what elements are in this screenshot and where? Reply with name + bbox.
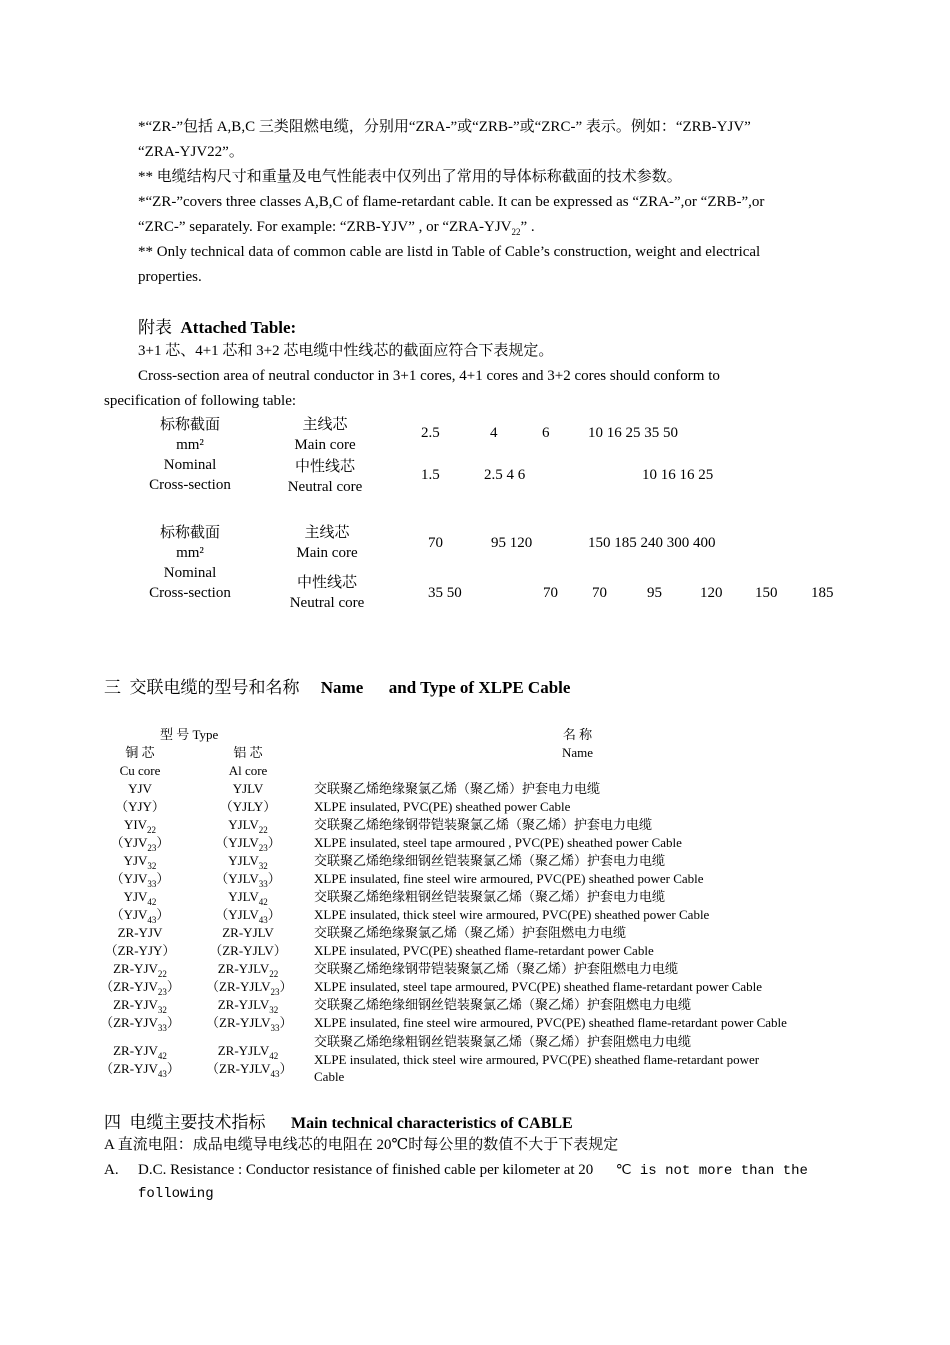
row-name: XLPE insulated, fine steel wire armoured, PVC(PE) sheathed power Cable xyxy=(314,871,704,886)
row-name: XLPE insulated, PVC(PE) sheathed flame-retardant power Cable xyxy=(314,943,654,958)
row-last-name-3: Cable xyxy=(314,1069,345,1084)
row-name: XLPE insulated, steel tape armoured, PVC(PE) sheathed flame-retardant power Cable xyxy=(314,979,762,994)
note-line-6: ** Only technical data of common cable are listd in Table of Cable’s construction, weight and electrical xyxy=(138,244,761,260)
row-al-type: $(YJLV_{43})$ xyxy=(215,907,281,925)
row-last-cu: $ZR-YJV_{42}$ xyxy=(113,1043,167,1061)
note-line-1: *“ZR-”包括 A,B,C 三类阻燃电缆，分别用“ZRA-”或“ZRB-”或“ZRC-” 表示。例如：“ZRB-YJV” xyxy=(138,119,751,135)
row-name: 交联聚乙烯绝缘聚氯乙烯（聚乙烯）护套电力电缆 xyxy=(314,781,601,796)
row-name: 交联聚乙烯绝缘钢带铠装聚氯乙烯（聚乙烯）护套电力电缆 xyxy=(314,817,653,832)
note-line-7: properties. xyxy=(138,269,202,285)
row-al-type: $YJLV_{42}$ xyxy=(228,889,268,907)
nt2-main-v3: 150 185 240 300 400 xyxy=(588,535,716,551)
nt2-neutral-v3: 70 xyxy=(592,585,607,601)
note-line-4: *“ZR-”covers three classes A,B,C of flame-retardant cable. It can be expressed as “ZRA-”,or “ZRB-”,or xyxy=(138,194,765,210)
row-cu-type: $(YJV_{33})$ xyxy=(110,871,170,889)
row-name: XLPE insulated, steel tape armoured , PVC(PE) sheathed power Cable xyxy=(314,835,682,850)
nt2-main-core: 主线芯 Main core xyxy=(296,525,358,561)
row-last-name-1: 交联聚乙烯绝缘粗钢丝铠装聚氯乙烯（聚乙烯）护套阻燃电力电缆 xyxy=(314,1034,692,1049)
cu-core-header: 铜 芯 Cu core xyxy=(119,745,161,778)
nt2-main-v1: 70 xyxy=(428,535,443,551)
attached-para-2: Cross-section area of neutral conductor in 3+1 cores, 4+1 cores and 3+2 cores should conform to xyxy=(138,368,720,384)
section-4-heading: 四 电缆主要技术指标 Main technical characteristics of CABLE xyxy=(104,1113,573,1132)
row-cu-type: $ZR-YJV_{22}$ xyxy=(113,961,167,979)
nt1-neutral-v2: 2.5 4 6 xyxy=(484,467,526,483)
row-name: 交联聚乙烯绝缘聚氯乙烯（聚乙烯）护套阻燃电力电缆 xyxy=(314,925,627,940)
nt2-header-cn: 标称截面 mm² Nominal Cross-section xyxy=(149,525,231,601)
nt2-neutral-core: 中性线芯 Neutral core xyxy=(289,575,365,611)
nt1-main-v1: 2.5 xyxy=(421,425,440,441)
nt1-main-v3: 6 xyxy=(542,425,550,441)
attached-para-1: 3+1 芯、4+1 芯和 3+2 芯电缆中性线芯的截面应符合下表规定。 xyxy=(138,343,554,359)
row-al-type: $ZR-YJLV_{32}$ xyxy=(217,997,279,1015)
section-4-a-en-2: following xyxy=(138,1186,214,1202)
row-name: 交联聚乙烯绝缘钢带铠装聚氯乙烯（聚乙烯）护套阻燃电力电缆 xyxy=(314,961,679,976)
nt2-neutral-v5: 120 xyxy=(700,585,723,601)
row-cu-type: $ZR-YJV_{32}$ xyxy=(113,997,167,1015)
row-cu-type: （ZR-YJY） xyxy=(104,943,176,958)
note-line-3: ** 电缆结构尺寸和重量及电气性能表中仅列出了常用的导体标称截面的技术参数。 xyxy=(138,169,682,185)
nt2-neutral-v7: 185 xyxy=(811,585,834,601)
row-cu-type: $YJV_{32}$ xyxy=(123,853,157,871)
name-header: 名 称 Name xyxy=(561,727,594,760)
row-cu-type: $(ZR-YJV_{33})$ xyxy=(100,1015,180,1033)
row-last-al: $ZR-YJLV_{42}$ xyxy=(217,1043,279,1061)
al-core-header: 铝 芯 Al core xyxy=(228,745,268,778)
row-al-type: ZR-YJLV xyxy=(222,925,274,940)
row-cu-type: （YJY） xyxy=(115,799,165,814)
row-cu-type: ZR-YJV xyxy=(117,925,163,940)
nt1-main-v4: 10 16 25 35 50 xyxy=(588,425,678,441)
nt1-neutral-v3: 10 16 16 25 xyxy=(642,467,714,483)
row-name: XLPE insulated, PVC(PE) sheathed power Cable xyxy=(314,799,571,814)
nt1-neutral-core: 中性线芯 Neutral core xyxy=(287,459,363,495)
row-last-name-2: XLPE insulated, thick steel wire armoured, PVC(PE) sheathed flame-retardant power xyxy=(314,1052,760,1067)
nt2-neutral-v1: 35 50 xyxy=(428,585,462,601)
section-4-a-cn: A 直流电阻：成品电缆导电线芯的电阻在 20℃时每公里的数值不大于下表规定 xyxy=(104,1137,619,1153)
row-al-type: $(ZR-YJLV_{33})$ xyxy=(206,1015,293,1033)
note-line-2: “ZRA-YJV22”。 xyxy=(138,144,244,160)
nt2-neutral-v2: 70 xyxy=(543,585,558,601)
row-cu-type: $YIV_{22}$ xyxy=(123,817,157,835)
nt2-neutral-v4: 95 xyxy=(647,585,662,601)
row-cu-type: $(ZR-YJV_{23})$ xyxy=(100,979,180,997)
nt2-main-v2: 95 120 xyxy=(491,535,533,551)
row-al-type: $(YJLV_{33})$ xyxy=(215,871,281,889)
nt1-neutral-v1: 1.5 xyxy=(421,467,440,483)
row-cu-type: $(YJV_{23})$ xyxy=(110,835,170,853)
nt1-main-v2: 4 xyxy=(490,425,498,441)
nt1-main-core: 主线芯 Main core xyxy=(294,417,356,453)
row-al-type: YJLV xyxy=(232,781,264,796)
row-name: XLPE insulated, thick steel wire armoured, PVC(PE) sheathed power Cable xyxy=(314,907,710,922)
section-4-a-en: D.C. Resistance : Conductor resistance of finished cable per kilometer at 20 ℃ is not more than the xyxy=(138,1162,808,1179)
row-al-type: （ZR-YJLV） xyxy=(209,943,287,958)
row-al-type: （YJLY） xyxy=(219,799,277,814)
row-al-type: $YJLV_{22}$ xyxy=(228,817,268,835)
nt1-header-cn: 标称截面 mm² Nominal Cross-section xyxy=(149,417,231,493)
section-4-a-label: A. xyxy=(104,1162,119,1178)
row-cu-type: $YJV_{42}$ xyxy=(123,889,157,907)
row-name: 交联聚乙烯绝缘细钢丝铠装聚氯乙烯（聚乙烯）护套阻燃电力电缆 xyxy=(314,997,692,1012)
row-name: 交联聚乙烯绝缘细钢丝铠装聚氯乙烯（聚乙烯）护套电力电缆 xyxy=(314,853,666,868)
note-line-5: “ZRC-” separately. For example: “ZRB-YJV” , or “$ZRA-YJV_{22}$” . xyxy=(138,219,535,237)
row-name: XLPE insulated, fine steel wire armoured, PVC(PE) sheathed flame-retardant power Cable xyxy=(314,1015,787,1030)
attached-para-3: specification of following table: xyxy=(104,393,297,409)
row-name: 交联聚乙烯绝缘粗钢丝铠装聚氯乙烯（聚乙烯）护套电力电缆 xyxy=(314,889,666,904)
attached-title: 附表 Attached Table: xyxy=(138,318,297,337)
row-cu-type: $(YJV_{43})$ xyxy=(110,907,170,925)
row-al-type: $ZR-YJLV_{22}$ xyxy=(217,961,279,979)
type-header: 型 号 Type xyxy=(160,727,219,742)
row-al-type: $YJLV_{32}$ xyxy=(228,853,268,871)
row-cu-type: YJV xyxy=(128,781,152,796)
row-last-al2: $(ZR-YJLV_{43})$ xyxy=(206,1061,293,1079)
row-al-type: $(YJLV_{23})$ xyxy=(215,835,281,853)
row-al-type: $(ZR-YJLV_{23})$ xyxy=(206,979,293,997)
nt2-neutral-v6: 150 xyxy=(755,585,778,601)
section-3-heading: 三 交联电缆的型号和名称 Name and Type of XLPE Cable xyxy=(104,678,571,697)
row-last-cu2: $(ZR-YJV_{43})$ xyxy=(100,1061,180,1079)
